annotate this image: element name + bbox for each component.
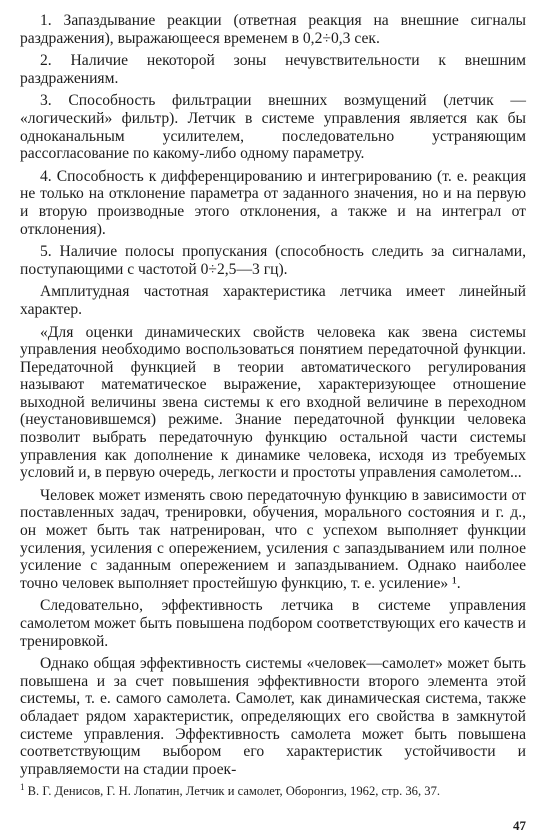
quote-transfer-function: «Для оценки динамических свойств человека как звена системы управления необходимо воспользоваться понятием передаточной функции. Передаточной функцией в теории автоматического регулирования называют математическое выражение, характеризующее отношение выходной величины звена системы к его входной величине в переходном (неустановившемся) режиме. Знание передаточной функции человека позволит выбрать передаточную функцию остальной части системы управления как дополнение к динамике человека, исходя из требуемых условий и, в первую очередь, легкости и простоты управления самолетом... — [20, 323, 526, 482]
numbered-item-3: 3. Способность фильтрации внешних возмущений (летчик — «логический» фильтр). Летчик в системе управления является как бы одноканальным усилителем, последовательно устраняющим рассогласование по какому-либо одному параметру. — [20, 92, 526, 163]
footnote — [20, 781, 526, 799]
numbered-item-4: 4. Способность к дифференцированию и интегрированию (т. е. реакция не только на отклонение параметра от заданного значения, но и на первую и вторую производные этого отклонения, а также и на интеграл от отклонения). — [20, 167, 526, 238]
footnote-mark: 1 — [20, 781, 25, 792]
numbered-item-2: 2. Наличие некоторой зоны нечувствительности к внешним раздражениям. — [20, 52, 526, 87]
footnote-text: В. Г. Денисов, Г. Н. Лопатин, Летчик и самолет, Оборонгиз, 1962, стр. 36, 37. — [27, 784, 441, 798]
paragraph-pilot-efficiency: Следовательно, эффективность летчика в системе управления самолетом может быть повышена подбором соответствующих его качеств и тренировкой. — [20, 597, 526, 650]
paragraph-aircraft-efficiency: Однако общая эффективность системы «человек—самолет» может быть повышена и за счет повышения эффективности второго элемента этой системы, т. е. самого самолета. Самолет, как динамическая система, также обладает рядом характеристик, определяющих его свойства в замкнутой системе управления. Эффективность самолета может быть повышена соответствующим выбором его характеристик устойчивости и управляемости на стадии проек- — [20, 655, 526, 778]
paragraph-amplitude-characteristic: Амплитудная частотная характеристика летчика имеет линейный характер. — [20, 283, 526, 318]
body-text — [20, 12, 526, 783]
numbered-item-1: 1. Запаздывание реакции (ответная реакция на внешние сигналы раздражения), выражающееся временем в 0,2÷0,3 сек. — [20, 12, 526, 47]
page-number: 47 — [513, 818, 526, 833]
numbered-item-5: 5. Наличие полосы пропускания (способность следить за сигналами, поступающими с частотой 0÷2,5—3 гц). — [20, 243, 526, 278]
quote-human-adaptation: Человек может изменять свою передаточную функцию в зависимости от поставленных задач, тренировки, обучения, морального состояния и г. д., он может быть так натренирован, что с успехом выполняет функции усиления, усиления с опережением, усиления с запаздыванием или полное усиление с заданным опережением и запаздыванием. Однако наиболее точно человек выполняет простейшую функцию, т. е. усиление» ¹. — [20, 486, 526, 592]
